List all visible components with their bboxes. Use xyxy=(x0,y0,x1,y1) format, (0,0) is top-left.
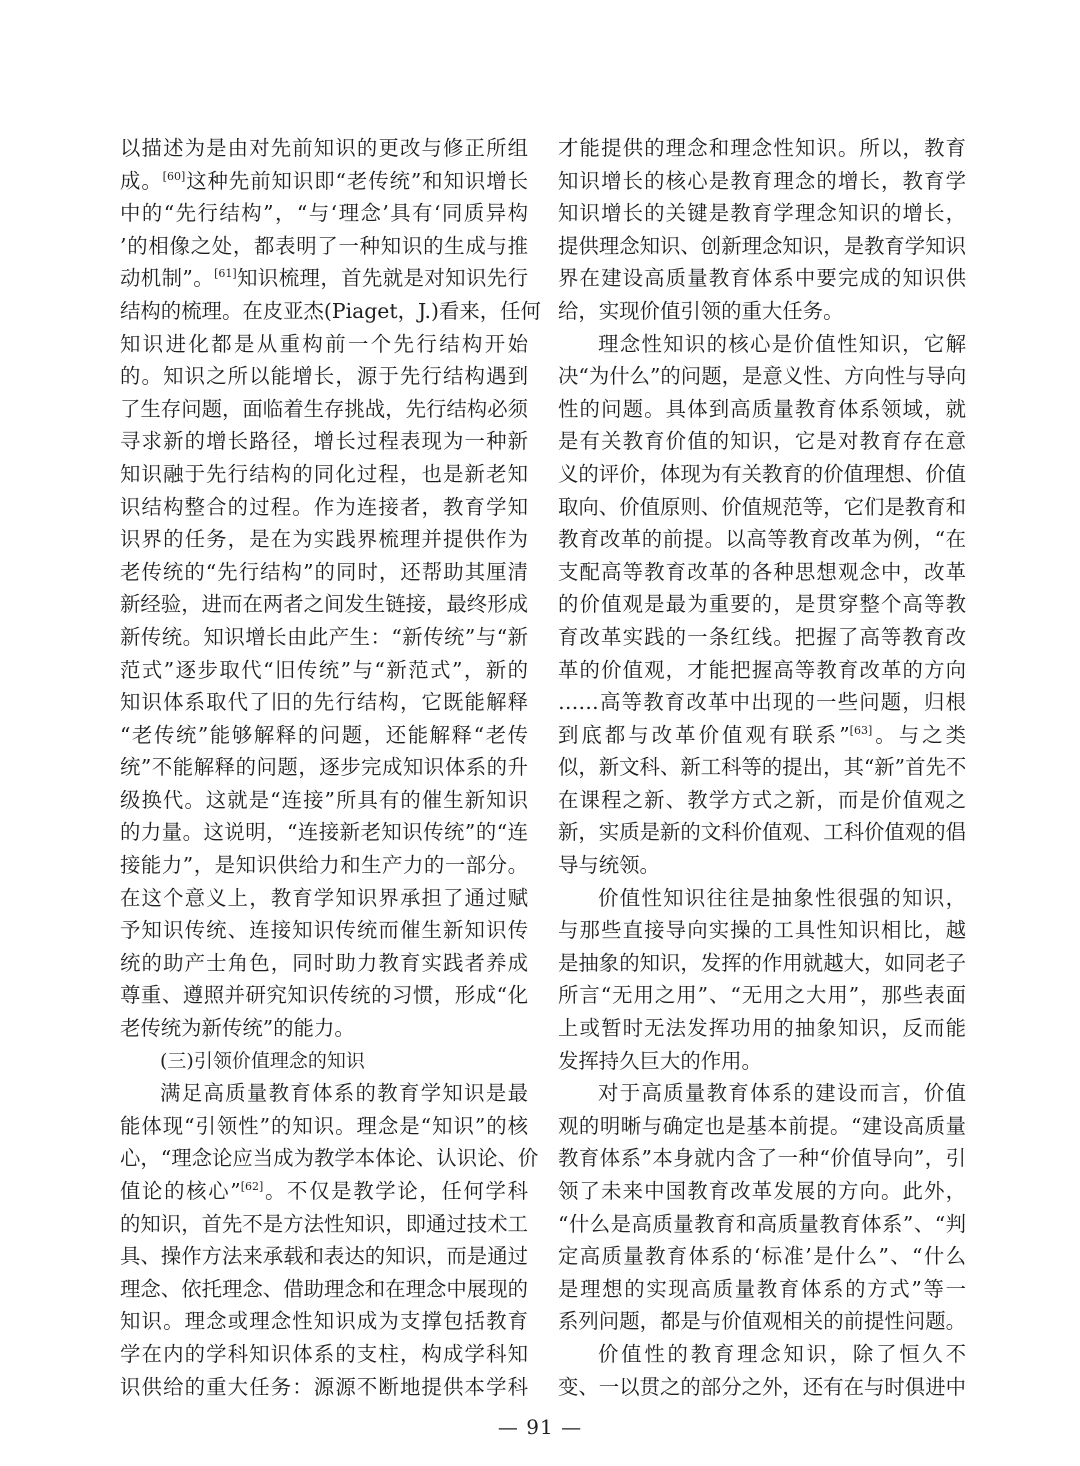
line-text: 定高质量教育体系的‘标准’是什么”、“什么 xyxy=(558,1244,966,1269)
line-text: 义的评价，体现为有关教育的价值理想、价值 xyxy=(558,461,966,486)
line-text: 取向、价值原则、价值规范等，它们是教育和 xyxy=(558,494,966,519)
line-text: 新经验，进而在两者之间发生链接，最终形成 xyxy=(120,592,528,617)
line-text: 知识。理念或理念性知识成为支撑包括教育 xyxy=(120,1309,528,1334)
line-text: 价值性的教育理念知识，除了恒久不 xyxy=(598,1341,966,1366)
text-line xyxy=(558,1371,966,1404)
text-line xyxy=(558,784,966,817)
text-line xyxy=(558,393,966,426)
line-text: 教育体系”本身就内含了一种“价值导向”，引 xyxy=(558,1146,966,1171)
line-text: 对于高质量教育体系的建设而言，价值 xyxy=(598,1081,966,1106)
line-text-continued: 知识梳理，首先就是对知识先行 xyxy=(236,266,528,291)
citation-marker: [60] xyxy=(162,169,186,183)
line-text-continued: 。与之类 xyxy=(872,722,966,747)
text-line xyxy=(120,784,528,817)
text-line xyxy=(120,1142,539,1175)
line-text: 范式”逐步取代“旧传统”与“新范式”，新的 xyxy=(120,657,528,682)
text-line xyxy=(558,230,966,263)
line-text: 给，实现价值引领的重大任务。 xyxy=(558,298,844,323)
text-line xyxy=(558,849,966,882)
line-text: 尊重、遵照并研究知识传统的习惯，形成“化 xyxy=(120,983,528,1008)
text-line xyxy=(558,1110,966,1143)
text-line xyxy=(120,1273,528,1306)
line-text: 界在建设高质量教育体系中要完成的知识供 xyxy=(558,266,966,291)
text-line xyxy=(558,1142,966,1175)
text-line xyxy=(558,262,966,295)
line-text: ’的相像之处，都表明了一种知识的生成与推 xyxy=(120,233,528,258)
text-line xyxy=(120,393,528,426)
text-line xyxy=(120,328,528,361)
text-line xyxy=(558,686,966,719)
line-text: 系列问题，都是与价值观相关的前提性问题。 xyxy=(558,1309,966,1334)
line-text: “什么是高质量教育和高质量教育体系”、“判 xyxy=(558,1211,966,1236)
line-text-continued: 。不仅是教学论，任何学科 xyxy=(263,1179,528,1203)
text-line xyxy=(120,621,528,654)
line-text: 理念性知识的核心是价值性知识，它解 xyxy=(598,331,966,356)
text-line xyxy=(558,1175,966,1208)
line-text: 在这个意义上，教育学知识界承担了通过赋 xyxy=(120,885,528,910)
line-text: 上或暂时无法发挥功用的抽象知识，反而能 xyxy=(558,1016,966,1041)
text-line xyxy=(558,360,966,393)
line-text: 值论的核心” xyxy=(120,1179,241,1203)
text-line xyxy=(120,654,528,687)
line-text: 性的问题。具体到高质量教育体系领域，就 xyxy=(558,396,966,421)
text-line xyxy=(558,1305,966,1338)
line-text: 价值性知识往往是抽象性很强的知识， xyxy=(598,885,966,910)
line-text: 寻求新的增长路径，增长过程表现为一种新 xyxy=(120,429,528,454)
text-line xyxy=(558,1077,966,1110)
line-text: 理念、依托理念、借助理念和在理念中展现的 xyxy=(120,1276,528,1301)
line-text-continued: 这种先前知识即“老传统”和知识增长 xyxy=(185,168,528,193)
text-line xyxy=(558,719,966,752)
text-line xyxy=(120,816,528,849)
text-line xyxy=(558,1045,966,1078)
line-text: 接能力”，是知识供给力和生产力的一部分。 xyxy=(120,853,528,878)
text-line xyxy=(120,1110,528,1143)
text-line xyxy=(120,1077,528,1110)
text-line xyxy=(120,849,528,882)
text-line xyxy=(120,588,528,621)
line-text: 到底都与改革价值观有联系” xyxy=(558,722,850,747)
text-line xyxy=(558,328,966,361)
line-text: 知识增长的核心是教育理念的增长，教育学 xyxy=(558,168,966,193)
citation-marker: [62] xyxy=(240,1180,264,1193)
text-line xyxy=(558,1208,966,1241)
line-text: 的力量。这说明，“连接新老知识传统”的“连 xyxy=(120,820,528,845)
text-line xyxy=(120,1371,528,1404)
line-text: 发挥持久巨大的作用。 xyxy=(558,1048,762,1073)
text-line xyxy=(120,491,528,524)
line-text: 是有关教育价值的知识，它是对教育存在意 xyxy=(558,429,966,454)
text-line xyxy=(120,556,528,589)
line-text: 心，“理念论应当成为教学本体论、认识论、价 xyxy=(120,1146,539,1171)
text-line xyxy=(558,621,966,654)
text-line xyxy=(120,458,528,491)
line-text: 予知识传统、连接知识传统而催生新知识传 xyxy=(120,918,528,943)
line-text: 新传统。知识增长由此产生：“新传统”与“新 xyxy=(120,624,528,649)
line-text: 成。 xyxy=(120,168,163,193)
line-text: 教育改革的前提。以高等教育改革为例，“在 xyxy=(558,527,966,552)
line-text: 才能提供的理念和理念性知识。所以，教育 xyxy=(558,136,966,160)
line-text: 与那些直接导向实操的工具性知识相比，越 xyxy=(558,918,966,943)
text-line xyxy=(558,523,966,556)
text-line xyxy=(558,979,966,1012)
page-number: — 91 — xyxy=(497,1415,583,1439)
line-text: 变、一以贯之的部分之外，还有在与时俱进中 xyxy=(558,1374,966,1399)
line-text: 所言“无用之用”、“无用之大用”，那些表面 xyxy=(558,983,966,1008)
text-line xyxy=(120,197,528,230)
line-text: 以描述为是由对先前知识的更改与修正所组 xyxy=(120,136,528,160)
text-line xyxy=(558,914,966,947)
line-text: 育改革实践的一条红线。把握了高等教育改 xyxy=(558,624,966,649)
text-line xyxy=(120,882,528,915)
line-text: 的。知识之所以能增长，源于先行结构遇到 xyxy=(120,364,528,389)
line-text: 知识增长的关键是教育学理念知识的增长， xyxy=(558,201,966,226)
line-text: 是抽象的知识，发挥的作用就越大，如同老子 xyxy=(558,950,966,975)
text-line xyxy=(120,1338,528,1371)
line-text: 导与统领。 xyxy=(558,853,660,878)
line-text: 中的“先行结构”，“与‘理念’具有‘同质异构 xyxy=(120,201,528,226)
line-text: 观的明晰与确定也是基本前提。“建设高质量 xyxy=(558,1113,966,1138)
line-text: 识界的任务，是在为实践界梳理并提供作为 xyxy=(120,527,528,552)
text-line xyxy=(120,686,528,719)
line-text: 的价值观是最为重要的，是贯穿整个高等教 xyxy=(558,592,966,617)
line-text: 革的价值观，才能把握高等教育改革的方向 xyxy=(558,657,966,682)
line-text: 能体现“引领性”的知识。理念是“知识”的核 xyxy=(120,1113,528,1138)
left-text-column xyxy=(120,132,541,1403)
line-text: 领了未来中国教育改革发展的方向。此外， xyxy=(558,1179,966,1203)
text-line xyxy=(120,523,528,556)
text-line xyxy=(558,132,966,165)
line-text: 在课程之新、教学方式之新，而是价值观之 xyxy=(558,787,966,812)
line-text: ……高等教育改革中出现的一些问题，归根 xyxy=(558,690,966,715)
line-text: 知识融于先行结构的同化过程，也是新老知 xyxy=(120,461,528,486)
text-line xyxy=(558,295,966,328)
text-line xyxy=(120,262,528,295)
line-text: 动机制”。 xyxy=(120,266,215,291)
line-text: 学在内的学科知识体系的支柱，构成学科知 xyxy=(120,1341,528,1366)
text-line xyxy=(558,882,966,915)
section-heading xyxy=(120,1045,528,1078)
text-line xyxy=(120,1240,528,1273)
text-line xyxy=(120,165,528,198)
text-line xyxy=(120,1208,528,1241)
text-line xyxy=(558,588,966,621)
text-line xyxy=(120,132,528,165)
line-text: 老传统的“先行结构”的同时，还帮助其厘清 xyxy=(120,559,528,584)
line-text: 是理想的实现高质量教育体系的方式”等一 xyxy=(558,1276,966,1301)
line-text: 统”不能解释的问题，逐步完成知识体系的升 xyxy=(120,755,528,780)
text-line xyxy=(558,556,966,589)
line-text: 知识体系取代了旧的先行结构，它既能解释 xyxy=(120,690,528,715)
citation-marker: [63] xyxy=(849,723,873,737)
text-line xyxy=(558,197,966,230)
text-line xyxy=(120,719,528,752)
line-text: 具、操作方法来承载和表达的知识，而是通过 xyxy=(120,1244,528,1269)
line-text: 新，实质是新的文科价值观、工科价值观的倡 xyxy=(558,820,966,845)
text-line xyxy=(120,1012,528,1045)
line-text: “老传统”能够解释的问题，还能解释“老传 xyxy=(120,722,528,747)
citation-marker: [61] xyxy=(214,267,237,281)
text-line xyxy=(558,165,966,198)
text-line xyxy=(120,360,528,393)
text-line xyxy=(558,1273,966,1306)
text-line xyxy=(120,1175,528,1208)
text-line xyxy=(120,751,528,784)
text-line xyxy=(558,491,966,524)
line-text: 满足高质量教育体系的教育学知识是最 xyxy=(160,1081,528,1106)
text-line xyxy=(120,914,528,947)
text-line xyxy=(558,1012,966,1045)
line-text: 支配高等教育改革的各种思想观念中，改革 xyxy=(558,559,966,584)
text-line xyxy=(120,947,528,980)
line-text: (三)引领价值理念的知识 xyxy=(160,1049,365,1072)
line-text: 老传统为新传统”的能力。 xyxy=(120,1016,355,1041)
line-text: 统的助产士角色，同时助力教育实践者养成 xyxy=(120,950,528,975)
line-text: 的知识，首先不是方法性知识，即通过技术工 xyxy=(120,1211,528,1236)
text-line xyxy=(558,751,966,784)
line-text: 决“为什么”的问题，是意义性、方向性与导向 xyxy=(558,364,967,389)
line-text: 提供理念知识、创新理念知识，是教育学知识 xyxy=(558,233,966,258)
line-text: 了生存问题，面临着生存挑战，先行结构必须 xyxy=(120,396,528,421)
text-line xyxy=(558,947,966,980)
text-line xyxy=(558,1240,966,1273)
text-line xyxy=(120,1305,528,1338)
text-line xyxy=(558,1338,966,1371)
line-text: 识供给的重大任务：源源不断地提供本学科 xyxy=(120,1374,528,1399)
text-line xyxy=(120,230,528,263)
line-text: 识结构整合的过程。作为连接者，教育学知 xyxy=(120,494,528,519)
text-line xyxy=(558,654,966,687)
text-line xyxy=(120,295,541,328)
text-line xyxy=(120,425,528,458)
right-text-column xyxy=(558,132,966,1403)
text-line xyxy=(558,458,966,491)
text-line xyxy=(120,979,528,1012)
line-text: 级换代。这就是“连接”所具有的催生新知识 xyxy=(120,787,528,812)
text-line xyxy=(558,816,966,849)
line-text: 知识进化都是从重构前一个先行结构开始 xyxy=(120,331,528,356)
line-text: 似，新文科、新工科等的提出，其“新”首先不 xyxy=(558,755,967,780)
line-text: 结构的梳理。在皮亚杰(Piaget，J.)看来，任何 xyxy=(120,298,541,323)
text-line xyxy=(558,425,966,458)
